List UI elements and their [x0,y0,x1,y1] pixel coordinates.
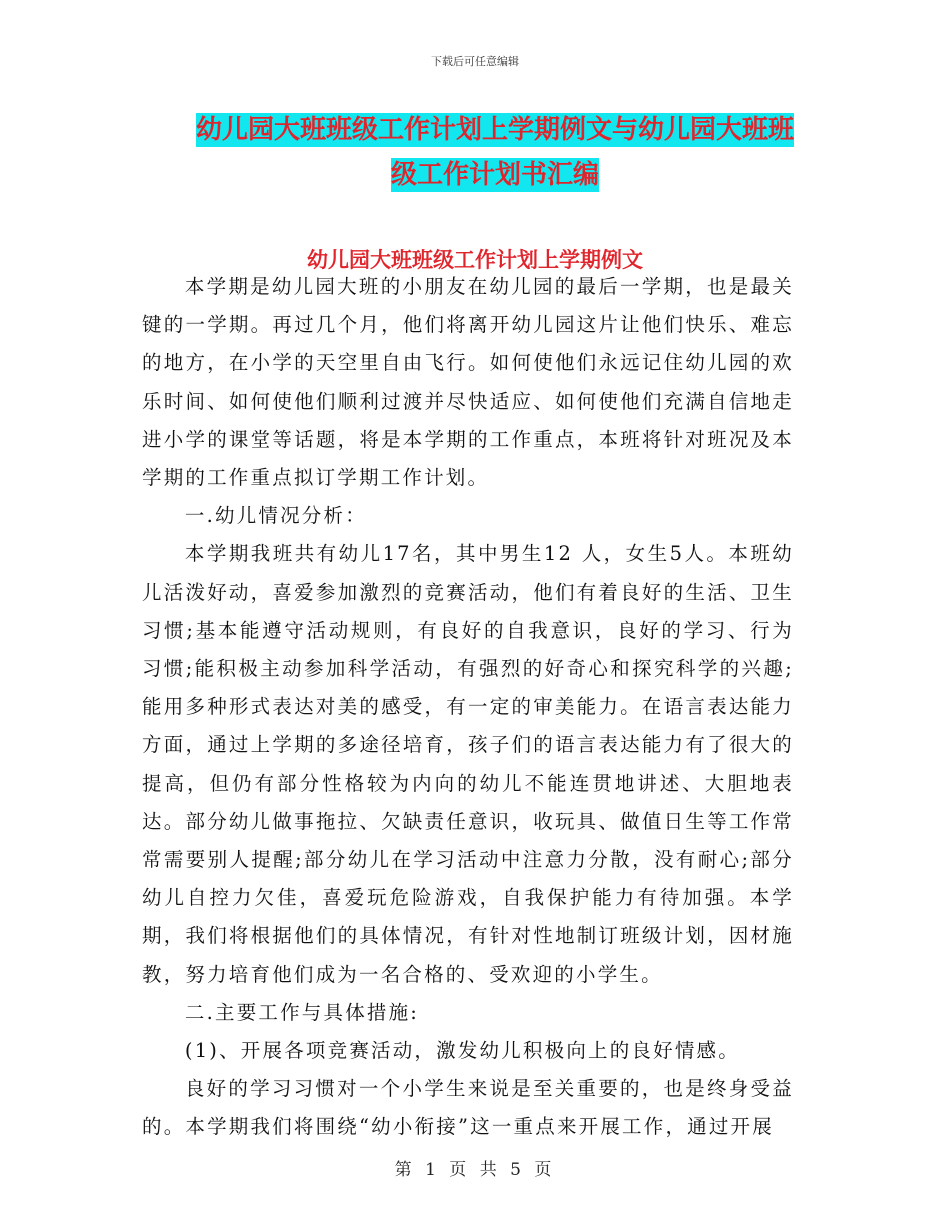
header-note: 下载后可任意编辑 [431,55,519,68]
heading-main-work: 二.主要工作与具体措施: [184,1000,420,1024]
document-body [142,268,794,1147]
document-title-line-1 [150,108,840,152]
document-title-text-1: 幼儿园大班班级工作计划上学期例文与幼儿园大班班 [195,115,794,145]
paragraph-study-habits: 良好的学习习惯对一个小学生来说是至关重要的，也是终身受益的。本学期我们将围绕“幼小衔接”这一重点来开展工作，通过开展 [142,1077,794,1139]
document-title-line-2 [150,153,840,197]
paragraph-child-analysis: 本学期我班共有幼儿17名，其中男生12 人，女生5人。本班幼儿活泼好动，喜爱参加激烈的竞赛活动，他们有着良好的生活、卫生习惯;基本能遵守活动规则，有良好的自我意识，良好的学习、行为习惯;能积极主动参加科学活动，有强烈的好奇心和探究科学的兴趣;能用多种形式表达对美的感受，有一定的审美能力。在语言表达能力方面，通过上学期的多途径培育，孩子们的语言表达能力有了很大的提高，但仍有部分性格较为内向的幼儿不能连贯地讲述、大胆地表达。部分幼儿做事拖拉、欠缺责任意识，收玩具、做值日生等工作常常需要别人提醒;部分幼儿在学习活动中注意力分散，没有耐心;部分幼儿自控力欠佳，喜爱玩危险游戏，自我保护能力有待加强。本学期，我们将根据他们的具体情况，有针对性地制订班级计划，因材施教，努力培育他们成为一名合格的、受欢迎的小学生。 [142,542,794,986]
document-title-text-2: 级工作计划书汇编 [390,160,599,190]
heading-child-analysis: 一.幼儿情况分析： [184,504,367,528]
section-title: 幼儿园大班班级工作计划上学期例文 [307,248,643,272]
subheading-competitions: (1)、开展各项竞赛活动，激发幼儿积极向上的良好情感。 [184,1039,740,1063]
page-number-footer: 第 1 页 共 5 页 [394,1160,556,1180]
paragraph-intro: 本学期是幼儿园大班的小朋友在幼儿园的最后一学期，也是最关键的一学期。再过几个月，他们将离开幼儿园这片让他们快乐、难忘的地方，在小学的天空里自由飞行。如何使他们永远记住幼儿园的欢乐时间、如何使他们顺利过渡并尽快适应、如何使他们充满自信地走进小学的课堂等话题，将是本学期的工作重点，本班将针对班况及本学期的工作重点拟订学期工作计划。 [142,275,794,490]
